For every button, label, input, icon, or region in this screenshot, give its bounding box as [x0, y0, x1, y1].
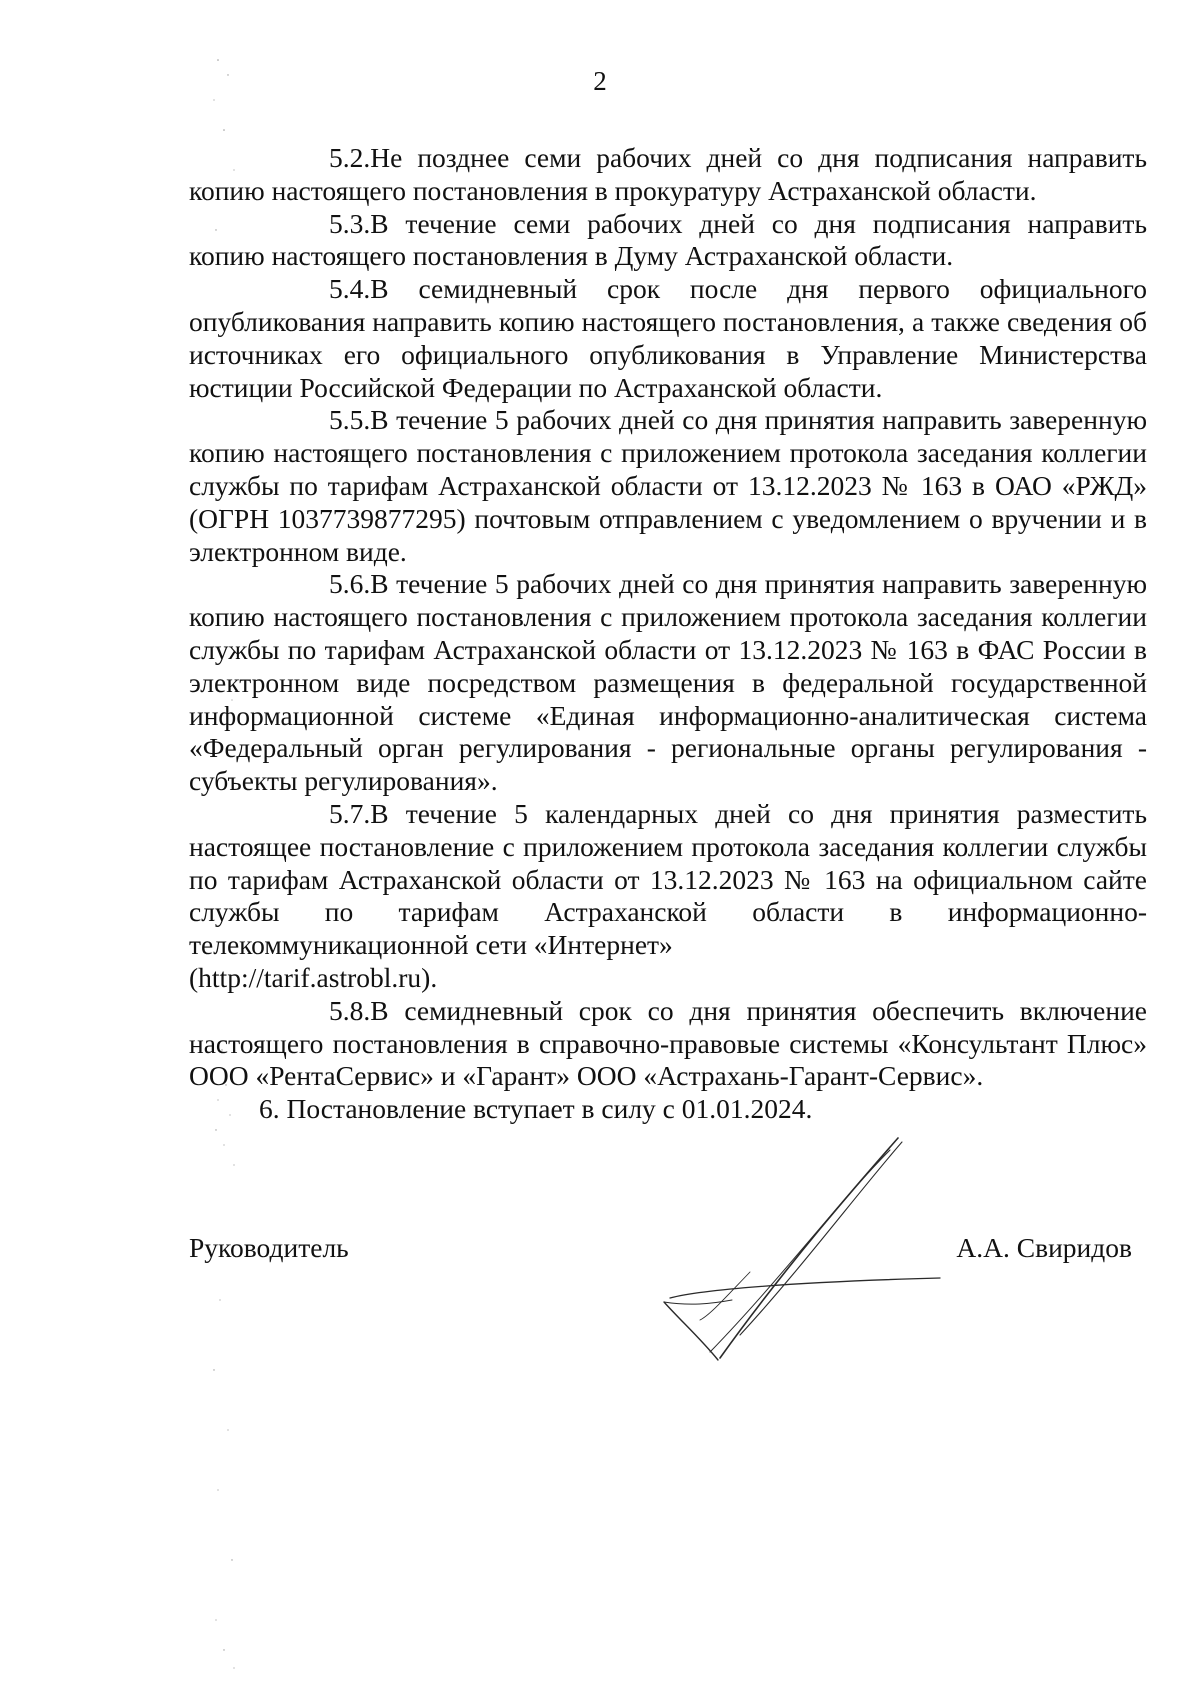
clause-5-6 — [189, 568, 1147, 798]
clause-5-3 — [189, 208, 1147, 274]
clause-5-7 — [189, 798, 1147, 962]
handwritten-signature — [640, 1120, 980, 1370]
signatory-position: Руководитель — [189, 1232, 349, 1263]
clause-text: В течение 5 календарных дней со дня принятия разместить настоящее постановление с приложением протокола заседания коллегии службы по тарифам Астраханской области от 13.12.2023 № 163 на официальном сайте службы по тарифам Астраханской области в информационно-телекоммуникационной сети «Интернет» — [189, 797, 1147, 961]
clause-5-8 — [189, 995, 1147, 1093]
clause-number: 5.8. — [329, 994, 371, 1026]
page-number: 2 — [593, 66, 607, 96]
clause-text: В течение семи рабочих дней со дня подписания направить копию настоящего постановления в Думу Астраханской области. — [189, 207, 1147, 272]
clause-text: В семидневный срок со дня принятия обеспечить включение настоящего постановления в справочно-правовые системы «Консультант Плюс» ООО «РентаСервис» и «Гарант» ООО «Астрахань-Гарант-Сервис». — [189, 994, 1147, 1092]
signatory-name: А.А. Свиридов — [956, 1232, 1132, 1263]
clause-text: Не позднее семи рабочих дней со дня подписания направить копию настоящего постановления в прокуратуру Астраханской области. — [189, 142, 1147, 206]
clause-text: В семидневный срок после дня первого официального опубликования направить копию настоящего постановления, а также сведения об источниках его официального опубликования в Управление Министерства юстиции Российской Федерации по Астраханской области. — [189, 273, 1147, 403]
clause-number: 5.7. — [329, 797, 371, 829]
clause-number: 5.2. — [329, 142, 371, 173]
clause-5-5 — [189, 404, 1147, 568]
clause-text: В течение 5 рабочих дней со дня принятия направить заверенную копию настоящего постановления с приложением протокола заседания коллегии службы по тарифам Астраханской области от 13.12.2023 № 163 в ОАО «РЖД» (ОГРН 1037739877295) почтовым отправлением с уведомлением о вручении и в электронном виде. — [189, 404, 1147, 567]
clause-5-4 — [189, 273, 1147, 404]
clause-number: 5.4. — [329, 273, 371, 305]
clause-number: 5.5. — [329, 404, 371, 436]
clause-text: В течение 5 рабочих дней со дня принятия направить заверенную копию настоящего постановления с приложением протокола заседания коллегии службы по тарифам Астраханской области от 13.12.2023 № 163 в ФАС России в электронном виде посредством размещения в федеральной государственной информационной системе «Единая информационно-аналитическая система «Федеральный орган регулирования - региональные органы регулирования - субъекты регулирования». — [189, 568, 1147, 797]
clause-number: 5.3. — [329, 207, 371, 239]
clause-number: 5.6. — [329, 568, 371, 600]
clause-5-7-url: (http://tarif.astrobl.ru). — [189, 961, 438, 993]
document-body — [189, 142, 1147, 1126]
clause-text: Постановление вступает в силу с 01.01.2024. — [286, 1093, 813, 1125]
clause-5-2 — [189, 142, 1147, 208]
clause-number: 6. — [259, 1093, 280, 1125]
